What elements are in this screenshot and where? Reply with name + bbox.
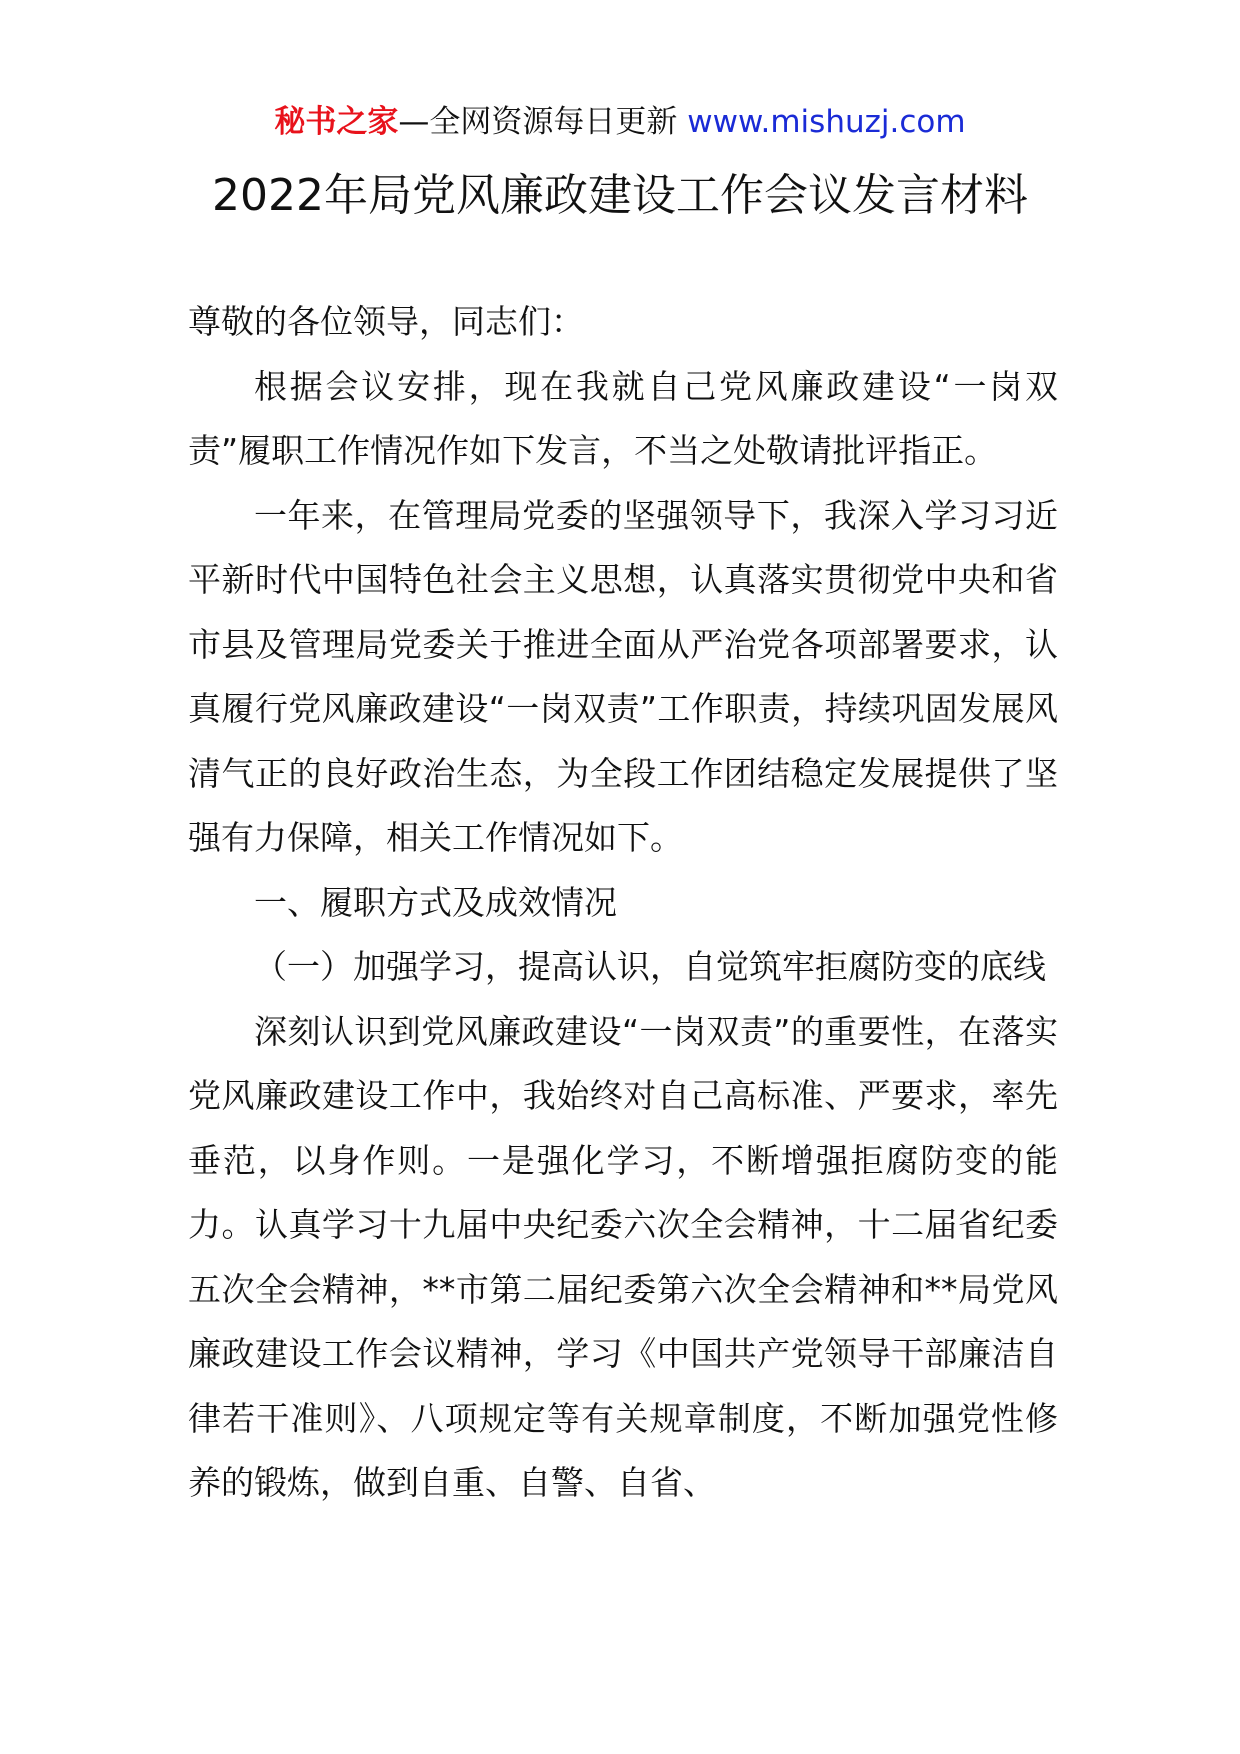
body-paragraph-detail: 深刻认识到党风廉政建设“一岗双责”的重要性，在落实党风廉政建设工作中，我始终对自己高标准、严要求，率先垂范，以身作则。一是强化学习，不断增强拒腐防变的能力。认真学习十九届中央纪委六次全会精神，十二届省纪委五次全会精神，**市第二届纪委第六次全会精神和**局党风廉政建设工作会议精神，学习《中国共产党领导干部廉洁自律若干准则》、八项规定等有关规章制度，不断加强党性修养的锻炼，做到自重、自警、自省、 xyxy=(188,1011,1058,1502)
document-title: 2022年局党风廉政建设工作会议发言材料 xyxy=(212,170,1028,221)
site-url-link[interactable]: www.mishuzj.com xyxy=(687,104,966,140)
subsection-heading: （一）加强学习，提高认识，自觉筑牢拒腐防变的底线 xyxy=(254,947,1046,986)
site-banner xyxy=(0,100,1240,144)
body-paragraph-intro: 根据会议安排，现在我就自己党风廉政建设“一岗双责”履职工作情况作如下发言，不当之处敬请批评指正。 xyxy=(188,366,1058,470)
site-name: 秘书之家 xyxy=(274,104,399,140)
document-body xyxy=(188,290,1058,1516)
site-tagline: —全网资源每日更新 xyxy=(398,104,688,140)
salutation: 尊敬的各位领导，同志们： xyxy=(188,302,584,341)
body-paragraph-summary: 一年来，在管理局党委的坚强领导下，我深入学习习近平新时代中国特色社会主义思想，认真落实贯彻党中央和省市县及管理局党委关于推进全面从严治党各项部署要求，认真履行党风廉政建设“一岗双责”工作职责，持续巩固发展风清气正的良好政治生态，为全段工作团结稳定发展提供了坚强有力保障，相关工作情况如下。 xyxy=(188,495,1058,857)
section-heading: 一、履职方式及成效情况 xyxy=(254,882,617,922)
